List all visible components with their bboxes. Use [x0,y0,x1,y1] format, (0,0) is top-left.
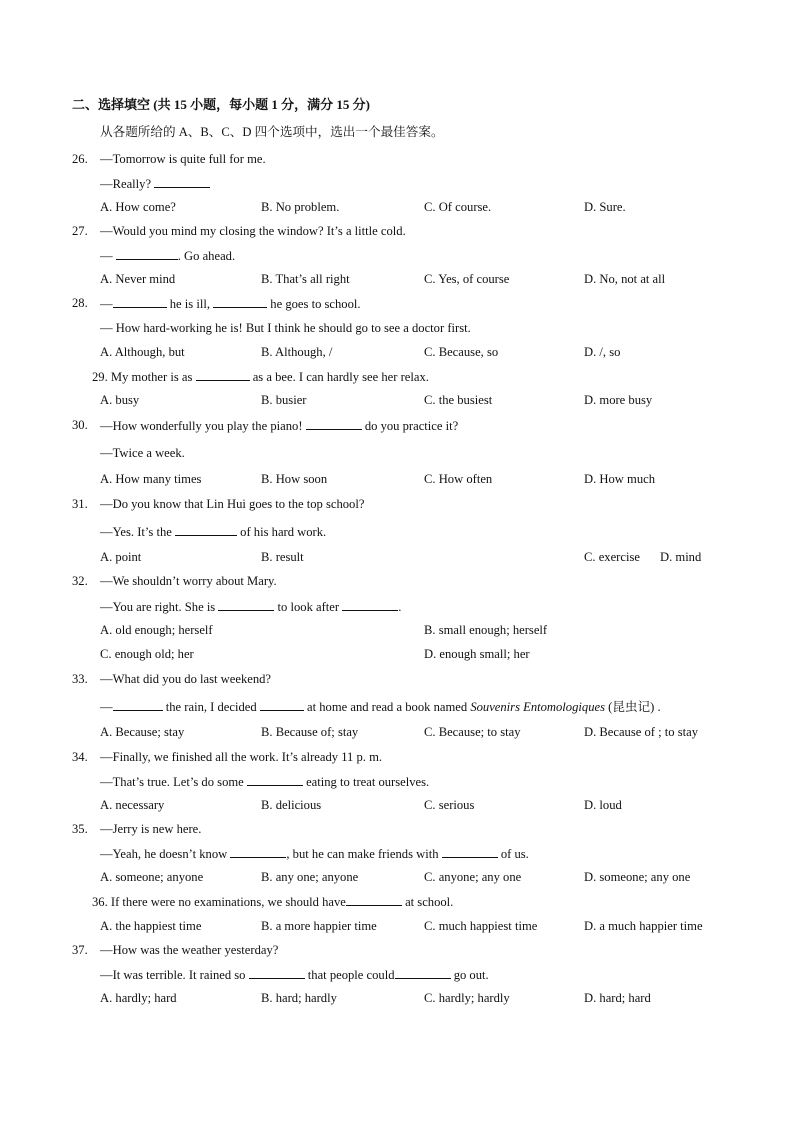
answer-blank [113,295,167,308]
answer-blank [247,773,303,786]
question-number: 34. [72,750,88,764]
option-c: C. exercise [584,550,640,564]
option-a: A. old enough; herself [100,623,213,637]
answer-blank [346,893,402,906]
option-d: D. /, so [584,345,621,359]
question-number: 30. [72,418,88,432]
question-line: —Do you know that Lin Hui goes to the top school? [100,497,365,511]
question-line: —Twice a week. [100,446,185,460]
question-number: 26. [72,152,88,166]
option-c: C. Because; to stay [424,725,521,739]
book-title: Souvenirs Entomologiques [470,700,605,714]
option-d: D. hard; hard [584,991,651,1005]
question-number: 28. [72,296,88,310]
question-line: —That’s true. Let’s do some eating to treat ourselves. [100,775,430,789]
option-a: A. hardly; hard [100,991,177,1005]
answer-blank [175,523,237,536]
option-c: C. much happiest time [424,919,538,933]
section-title: 二、选择填空 (共 15 小题，每小题 1 分，满分 15 分) [72,97,370,112]
option-b: B. Although, / [261,345,333,359]
option-b: B. result [261,550,304,564]
answer-blank [230,845,286,858]
option-b: B. Because of; stay [261,725,359,739]
answer-blank [196,368,250,381]
question-number: 37. [72,943,88,957]
option-b: B. hard; hardly [261,991,337,1005]
answer-blank [218,598,274,611]
option-a: A. How many times [100,472,202,486]
question-line: —How wonderfully you play the piano! do you practice it? [100,419,459,433]
option-d: D. a much happier time [584,919,703,933]
section-instruction: 从各题所给的 A、B、C、D 四个选项中，选出一个最佳答案。 [100,125,444,139]
question-line: —Really? [100,175,210,192]
option-d: D. No, not at all [584,272,666,286]
option-a: A. Because; stay [100,725,185,739]
question-line: —Would you mind my closing the window? It’s a little cold. [100,224,406,238]
option-b: B. a more happier time [261,919,377,933]
answer-blank [249,966,305,979]
option-c: C. enough old; her [100,647,194,661]
option-a: A. Although, but [100,345,185,359]
option-a: A. How come? [100,200,176,214]
question-line: — How hard-working he is! But I think he should go to see a doctor first. [100,321,471,335]
option-d: D. more busy [584,393,653,407]
answer-blank [154,175,210,188]
option-c: C. Because, so [424,345,499,359]
option-d: D. loud [584,798,622,812]
answer-blank [113,698,163,711]
question-line: —How was the weather yesterday? [100,943,279,957]
question-line: —Yes. It’s the of his hard work. [100,525,327,539]
option-d: D. How much [584,472,656,486]
option-b: B. No problem. [261,200,340,214]
option-b: B. any one; anyone [261,870,359,884]
option-d: D. Because of ; to stay [584,725,699,739]
question-number: 32. [72,574,88,588]
option-d: D. Sure. [584,200,626,214]
question-line: —You are right. She is to look after . [100,600,402,614]
option-a: A. point [100,550,142,564]
question-number: 33. [72,672,88,686]
question-line: —Tomorrow is quite full for me. [100,152,266,166]
question-line: 29. My mother is as as a bee. I can hardly see her relax. [92,370,429,384]
question-line: — . Go ahead. [100,249,236,263]
question-line: — he is ill, he goes to school. [100,297,361,311]
option-c: C. How often [424,472,493,486]
option-a: A. necessary [100,798,165,812]
answer-blank [260,698,304,711]
question-line: —Finally, we finished all the work. It’s already 11 p. m. [100,750,383,764]
option-b: B. delicious [261,798,322,812]
option-b: B. busier [261,393,307,407]
option-c: C. Of course. [424,200,492,214]
question-number: 27. [72,224,88,238]
option-c: C. hardly; hardly [424,991,510,1005]
option-c: C. serious [424,798,475,812]
answer-blank [395,966,451,979]
answer-blank [213,295,267,308]
question-line: —We shouldn’t worry about Mary. [100,574,277,588]
answer-blank [116,247,178,260]
option-b: B. small enough; herself [424,623,548,637]
option-d: D. mind [660,550,702,564]
option-b: B. How soon [261,472,328,486]
option-d: D. someone; any one [584,870,691,884]
answer-blank [342,598,398,611]
question-number: 31. [72,497,88,511]
question-line: — the rain, I decided at home and read a book named Souvenirs Entomologiques (昆虫记) . [100,700,661,714]
answer-blank [442,845,498,858]
option-c: C. Yes, of course [424,272,510,286]
question-line: —It was terrible. It rained so that people could go out. [100,968,489,982]
question-line: 36. If there were no examinations, we should have at school. [92,895,454,909]
option-a: A. busy [100,393,140,407]
question-line: —What did you do last weekend? [100,672,272,686]
option-c: C. anyone; any one [424,870,522,884]
answer-blank [306,417,362,430]
question-line: —Jerry is new here. [100,822,202,836]
option-a: A. the happiest time [100,919,202,933]
option-a: A. Never mind [100,272,176,286]
option-c: C. the busiest [424,393,493,407]
option-a: A. someone; anyone [100,870,204,884]
question-line: —Yeah, he doesn’t know , but he can make friends with of us. [100,847,529,861]
option-b: B. That’s all right [261,272,350,286]
option-d: D. enough small; her [424,647,530,661]
question-number: 35. [72,822,88,836]
